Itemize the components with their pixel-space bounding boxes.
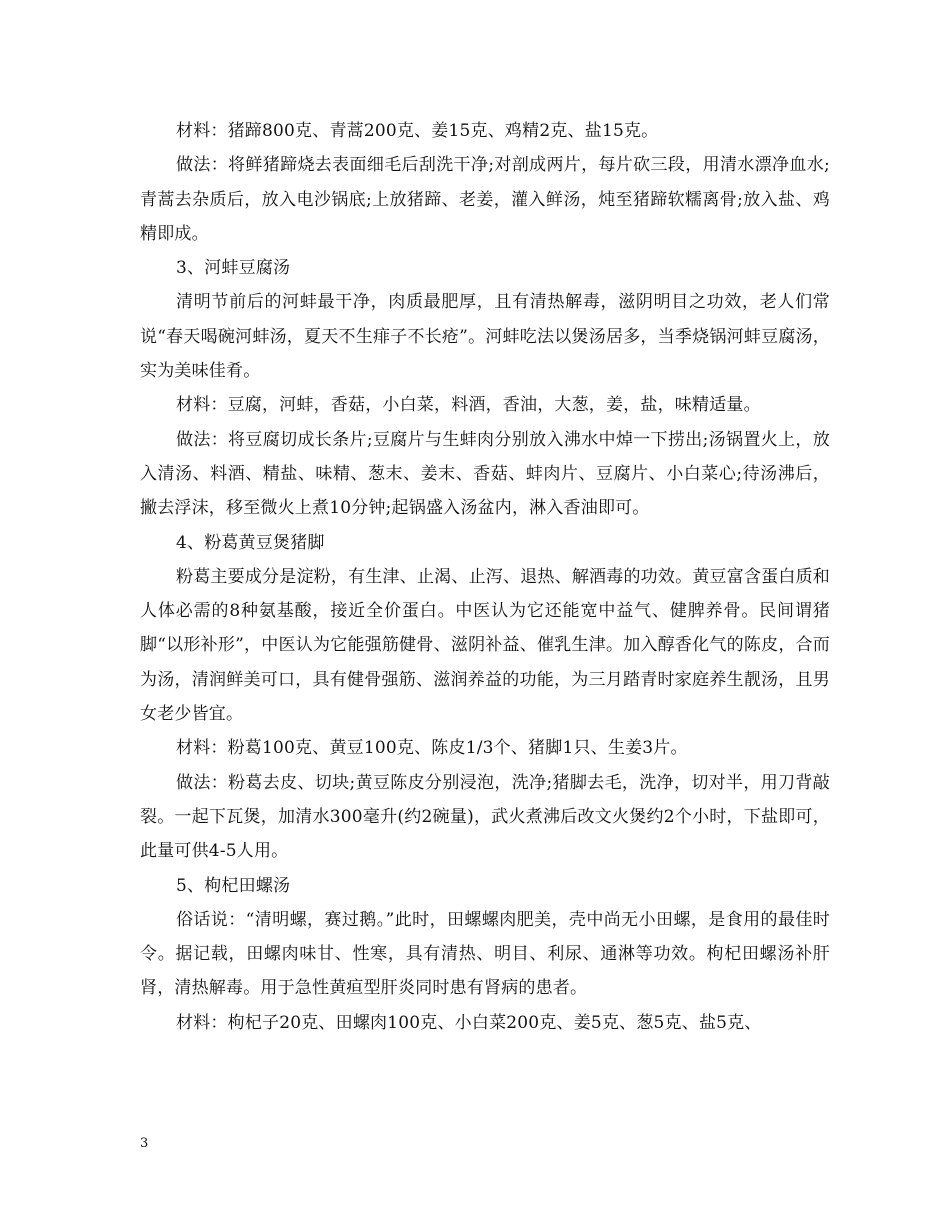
paragraph-intro-3: 清明节前后的河蚌最干净，肉质最肥厚，且有清热解毒，滋阴明目之功效，老人们常说“春天喝碗河蚌汤，夏天不生痱子不长疮”。河蚌吃法以煲汤居多，当季烧锅河蚌豆腐汤，实为美味佳肴。 <box>140 292 830 382</box>
paragraph-intro-4: 粉葛主要成分是淀粉，有生津、止渴、止泻、退热、解酒毒的功效。黄豆富含蛋白质和人体必需的8种氨基酸，接近全价蛋白。中医认为它还能宽中益气、健脾养骨。民间谓猪脚“以形补形”，中医认为它能强筋健骨、滋阴补益、催乳生津。加入醇香化气的陈皮，合而为汤，清润鲜美可口，具有健骨强筋、滋润养益的功能，为三月踏青时家庭养生靓汤，且男女老少皆宜。 <box>140 566 830 725</box>
section-heading-4: 4、粉葛黄豆煲猪脚 <box>176 532 325 553</box>
paragraph-method-1: 做法：将鲜猪蹄烧去表面细毛后刮洗干净;对剖成两片，每片砍三段，用清水漂净血水;青蒿去杂质后，放入电沙锅底;上放猪蹄、老姜，灌入鲜汤，炖至猪蹄软糯离骨;放入盐、鸡精即成。 <box>140 155 830 244</box>
body-text <box>140 114 830 1040</box>
paragraph-materials-4: 材料：粉葛100克、黄豆100克、陈皮1/3个、猪脚1只、生姜3片。 <box>176 738 688 759</box>
section-heading-3: 3、河蚌豆腐汤 <box>176 258 291 279</box>
section-heading-5: 5、枸杞田螺汤 <box>176 875 291 896</box>
paragraph-materials-3: 材料：豆腐，河蚌，香菇，小白菜，料酒，香油，大葱，姜，盐，味精适量。 <box>176 395 761 416</box>
paragraph-intro-5: 俗话说：“清明螺，赛过鹅。”此时，田螺螺肉肥美，壳中尚无小田螺，是食用的最佳时令。据记载，田螺肉味甘、性寒，具有清热、明目、利尿、通淋等功效。枸杞田螺汤补肝肾，清热解毒。用于急性黄疸型肝炎同时患有肾病的患者。 <box>140 909 830 999</box>
paragraph-method-4: 做法：粉葛去皮、切块;黄豆陈皮分别浸泡，洗净;猪脚去毛，洗净，切对半，用刀背敲裂。一起下瓦煲，加清水300毫升(约2碗量)，武火煮沸后改文火煲约2个小时，下盐即可，此量可供4-5人用。 <box>140 772 830 862</box>
paragraph-method-3: 做法：将豆腐切成长条片;豆腐片与生蚌肉分别放入沸水中焯一下捞出;汤锅置火上，放入清汤、料酒、精盐、味精、葱末、姜末、香菇、蚌肉片、豆腐片、小白菜心;待汤沸后，撇去浮沫，移至微火上煮10分钟;起锅盛入汤盆内，淋入香油即可。 <box>140 429 830 519</box>
paragraph-materials-1: 材料：猪蹄800克、青蒿200克、姜15克、鸡精2克、盐15克。 <box>176 121 659 141</box>
page-number: 3 <box>140 1136 149 1151</box>
paragraph-materials-5: 材料：枸杞子20克、田螺肉100克、小白菜200克、姜5克、葱5克、盐5克、 <box>176 1012 762 1033</box>
